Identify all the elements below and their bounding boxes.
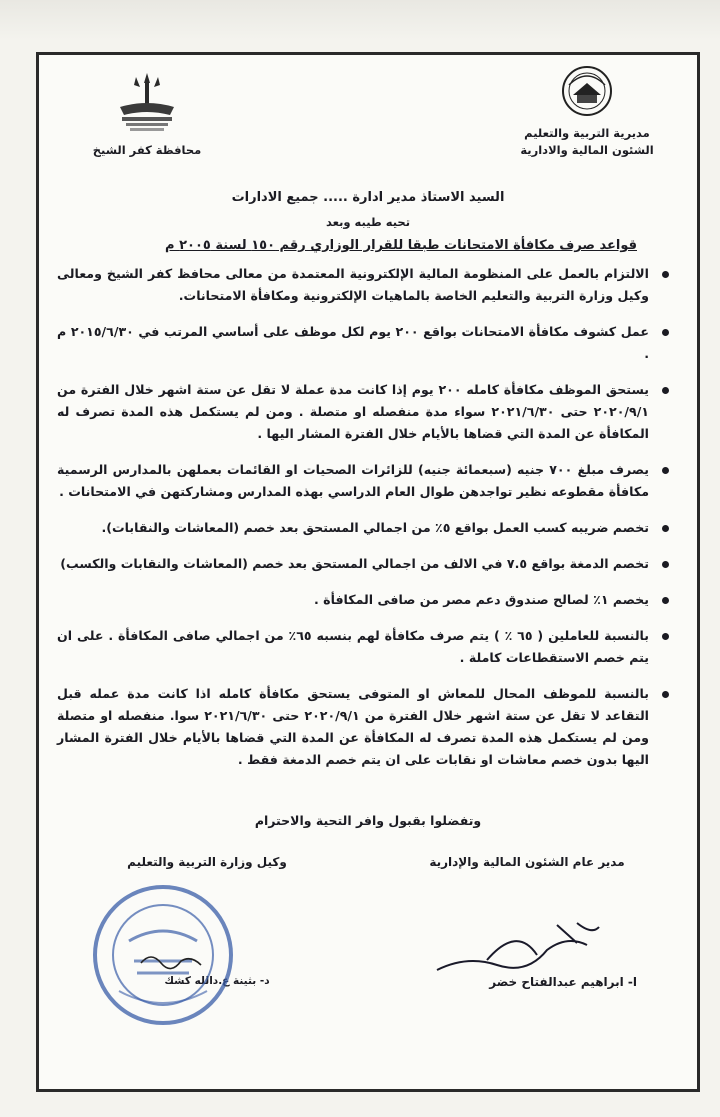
rules-list [57,263,671,785]
list-item: يصرف مبلغ ٧٠٠ جنيه (سبعمائة جنيه) للزائرات الصحيات او القائمات بعملهن بالمدارس الرسمية مكافأة مقطوعه نظير تواجدهن طوال العام الدراسي بهذه المدارس ومشاركتهن في الامتحانات . [57,459,671,503]
addressee-line: السيد الاستاذ مدير ادارة ..... جميع الادارات [231,190,505,205]
list-item: بالنسبة للموظف المحال للمعاش او المتوفى يستحق مكافأة كامله اذا كانت مدة عمله قبل التقاعد لا تقل عن ستة اشهر خلال الفترة من ٢٠٢٠/٩/١ حتى ٢٠٢١/٦/٣٠ سوا. منفصله او متصلة ومن لم يستكمل هذه المدة تصرف له المكافأة عن المدة التي قضاها بالأيام خلال الفترة المشار اليها بدون خصم معاشات او نقابات على ان يتم خصم الدمغة فقط . [57,683,671,771]
list-item: تخصم الدمغة بواقع ٧.٥ في الالف من اجمالي المستحق بعد خصم (المعاشات والنقابات والكسب) [57,553,671,575]
header-left-block [87,69,207,157]
list-item: الالتزام بالعمل على المنظومة المالية الإلكترونية المعتمدة من معالى محافظ كفر الشيخ ومعالى وكيل وزارة التربية والتعليم الخاصة بالماهيات الإلكترونية ومكافأة الامتحانات. [57,263,671,307]
signatory-role: وكيل وزارة التربية والتعليم [127,855,287,869]
bullet-icon [662,467,669,474]
directorate-name: مديرية التربية والتعليم [524,126,650,140]
greeting-line: تحيه طيبه وبعد [325,215,411,229]
list-item: عمل كشوف مكافأة الامتحانات بواقع ٢٠٠ يوم لكل موظف على أساسي المرتب في ٢٠١٥/٦/٣٠ م . [57,321,671,365]
department-name: الشئون المالية والادارية [520,143,654,157]
small-signature-icon [137,945,207,975]
bullet-icon [662,387,669,394]
signature-block-finance-director [417,855,637,989]
subject-heading: قواعد صرف مكافأة الامتحانات طبقا للقرار الوزاري رقم ١٥٠ لسنة ٢٠٠٥ م [165,238,637,253]
signatory-name: د- بثينة ع.دالله كشك [164,975,270,987]
signatory-role: مدير عام الشئون المالية والإدارية [429,855,625,869]
list-item: يستحق الموظف مكافأة كامله ٢٠٠ يوم إذا كانت مدة عملة لا تقل عن ستة اشهر خلال الفترة من ٢٠٢٠/٩/١ حتى ٢٠٢١/٦/٣٠ سواء مدة منفصله او متصلة . ومن لم يستكمل هذه المدة تصرف له المكافأة عن المدة التي قضاها بالأيام خلال الفترة المشار اليها . [57,379,671,445]
handwritten-signature-icon [427,915,617,985]
bullet-icon [662,691,669,698]
letter-page [36,52,700,1092]
bullet-icon [662,329,669,336]
page-top-edge [0,0,720,40]
signatory-name: ا- ابراهيم عبدالفتاح خضر [489,975,637,989]
list-item: يخصم ١٪ لصالح صندوق دعم مصر من صافى المكافأة . [57,589,671,611]
bullet-icon [662,597,669,604]
bullet-icon [662,633,669,640]
list-item: بالنسبة للعاملين ( ٦٥ ٪ ) يتم صرف مكافأة لهم بنسبه ٦٥٪ من اجمالي صافى المكافأة . على ان يتم خصم الاستقطاعات كاملة . [57,625,671,669]
education-directorate-logo-icon [561,65,613,117]
bullet-icon [662,561,669,568]
signature-block-undersecretary [87,855,327,987]
governorate-name: محافظة كفر الشيخ [92,143,202,157]
header-right-block [507,65,667,159]
bullet-icon [662,525,669,532]
kafr-el-sheikh-governorate-logo-icon [112,69,182,137]
closing-line: وتفضلوا بقبول وافر التحية والاحترام [254,813,482,828]
list-item: تخصم ضريبه كسب العمل بواقع ٥٪ من اجمالي المستحق بعد خصم (المعاشات والنقابات). [57,517,671,539]
bullet-icon [662,271,669,278]
